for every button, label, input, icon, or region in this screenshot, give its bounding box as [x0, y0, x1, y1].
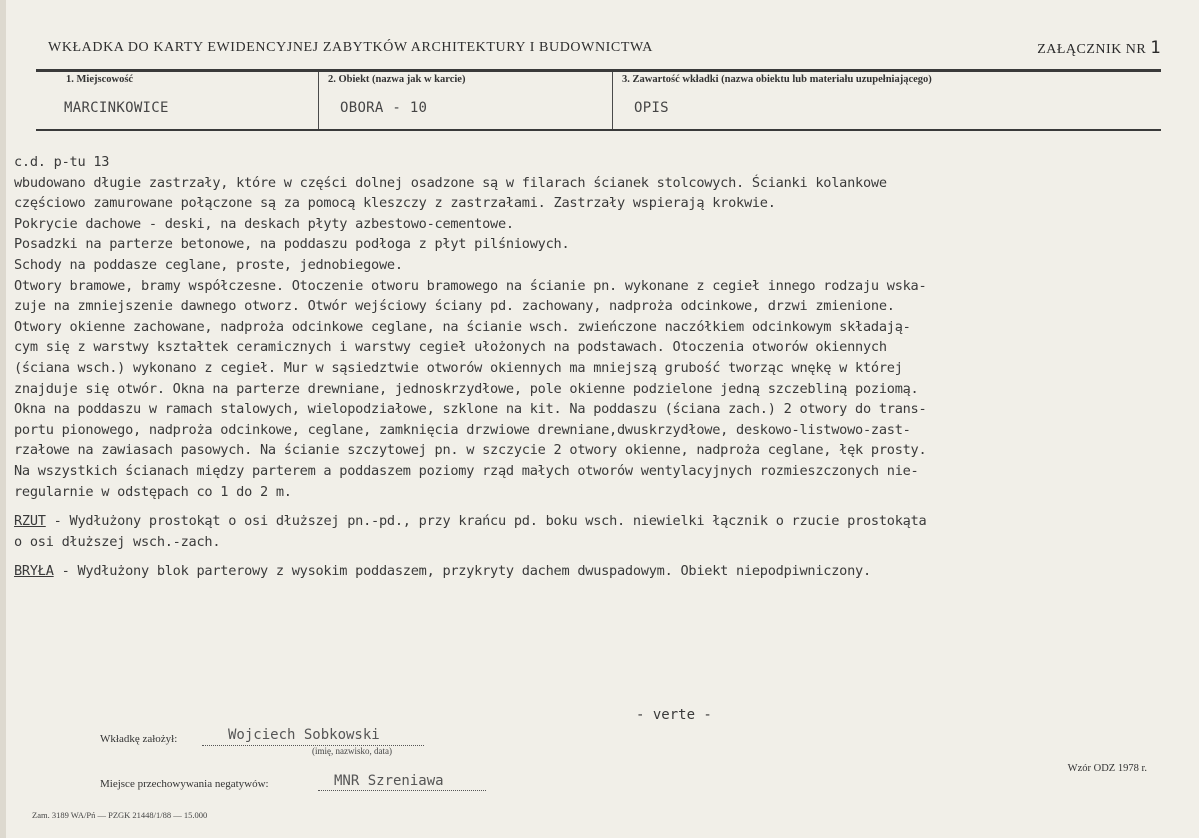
- text-line: Na wszystkich ścianach między parterem a poddaszem poziomy rząd małych otworów wentylacyjnych rozmieszczonych nie-: [14, 462, 919, 479]
- text-line: częściowo zamurowane połączone są za pomocą kleszczy z zastrzałami. Zastrzały wspierają krokwie.: [14, 195, 776, 212]
- text-line: o osi dłuższej wsch.-zach.: [14, 533, 221, 550]
- field-value-object: OBORA - 10: [340, 100, 428, 116]
- text-line: wbudowano długie zastrzały, które w części dolnej osadzone są w filarach ścianek stolcowych. Ścianki kolankowe: [14, 174, 887, 191]
- annex-label: [1037, 38, 1161, 58]
- field-value-locality: MARCINKOWICE: [64, 100, 169, 116]
- header-rule-top: [36, 69, 1161, 72]
- section-heading-bryla: BRYŁA: [14, 563, 54, 580]
- text-line: Posadzki na parterze betonowe, na poddaszu podłoga z płyt pilśniowych.: [14, 236, 570, 253]
- section-text-rzut: - Wydłużony prostokąt o osi dłuższej pn.-pd., przy krańcu pd. boku wsch. niewielki łącznik o rzucie prostokąta: [45, 513, 927, 530]
- author-label: Wkładkę założył:: [100, 733, 178, 745]
- card-edge: [0, 0, 6, 838]
- section-bryla: [14, 561, 1189, 582]
- text-line: portu pionowego, nadproża odcinkowe, ceglane, zamknięcia drzwiowe drewniane,dwuskrzydłowe, deskowo-listwowo-zast-: [14, 421, 911, 438]
- text-line: regularnie w odstępach co 1 do 2 m.: [14, 483, 292, 500]
- field-label-content: 3. Zawartość wkładki (nazwa obiektu lub materiału uzupełniającego): [622, 74, 932, 85]
- storage-dotline: [318, 790, 486, 791]
- field-label-object: 2. Obiekt (nazwa jak w karcie): [328, 74, 466, 85]
- section-text-bryla: - Wydłużony blok parterowy z wysokim poddaszem, przykryty dachem dwuspadowym. Obiekt niepodpiwniczony.: [53, 563, 871, 580]
- text-line: zuje na zmniejszenie dawnego otworz. Otwór wejściowy ściany pd. zachowany, nadproża odcinkowe, drzwi zmienione.: [14, 298, 895, 315]
- annex-number: 1: [1150, 38, 1161, 58]
- description-text: [14, 152, 1189, 582]
- text-line: c.d. p-tu 13: [14, 154, 110, 170]
- field-divider: [318, 72, 319, 129]
- field-value-content: OPIS: [634, 100, 669, 116]
- text-line: Okna na poddaszu w ramach stalowych, wielopodziałowe, szklone na kit. Na poddaszu (ściana zach.) 2 otwory do trans-: [14, 401, 927, 418]
- text-line: cym się z warstwy kształtek ceramicznych i warstwy cegieł ułożonych na podstawach. Otoczenia otworów okiennych: [14, 339, 887, 356]
- field-label-locality: 1. Miejscowość: [66, 74, 134, 85]
- text-line: Otwory bramowe, bramy współczesne. Otoczenie otworu bramowego na ścianie pn. wykonane z cegieł innego rodzaju wska-: [14, 277, 927, 294]
- header-rule-bottom: [36, 129, 1161, 131]
- text-line: Otwory okienne zachowane, nadproża odcinkowe ceglane, na ścianie wsch. zwieńczone naczółkiem odcinkowym składają-: [14, 318, 911, 335]
- storage-value: MNR Szreniawa: [334, 773, 444, 789]
- text-line: znajduje się otwór. Okna na parterze drewniane, jednoskrzydłowe, pole okienne podzielone jedną szczebliną poziomą.: [14, 380, 919, 397]
- section-heading-rzut: RZUT: [14, 513, 46, 530]
- text-line: Pokrycie dachowe - deski, na deskach płyty azbestowo-cementowe.: [14, 215, 514, 232]
- storage-label: Miejsce przechowywania negatywów:: [100, 778, 269, 790]
- form-version: Wzór ODZ 1978 r.: [1067, 763, 1147, 774]
- section-rzut: [14, 511, 1189, 532]
- text-line: rzałowe na zawiasach pasowych. Na ścianie szczytowej pn. w szczycie 2 otwory okienne, nadproża ceglane, łęk prosty.: [14, 442, 927, 459]
- field-divider: [612, 72, 613, 129]
- author-sub: (imię, nazwisko, data): [312, 746, 392, 756]
- author-value: Wojciech Sobkowski: [228, 727, 380, 743]
- annex-label-text: ZAŁĄCZNIK NR: [1037, 42, 1147, 57]
- form-title: WKŁADKA DO KARTY EWIDENCYJNEJ ZABYTKÓW ARCHITEKTURY I BUDOWNICTWA: [48, 40, 653, 55]
- print-imprint: Zam. 3189 WA/Pń — PZGK 21448/1/88 — 15.000: [32, 810, 208, 820]
- verte-note: - verte -: [636, 707, 712, 723]
- text-line: Schody na poddasze ceglane, proste, jednobiegowe.: [14, 256, 403, 273]
- text-line: (ściana wsch.) wykonano z cegieł. Mur w sąsiedztwie otworów okiennych ma mniejszą grubość tworząc wnękę w której: [14, 359, 903, 376]
